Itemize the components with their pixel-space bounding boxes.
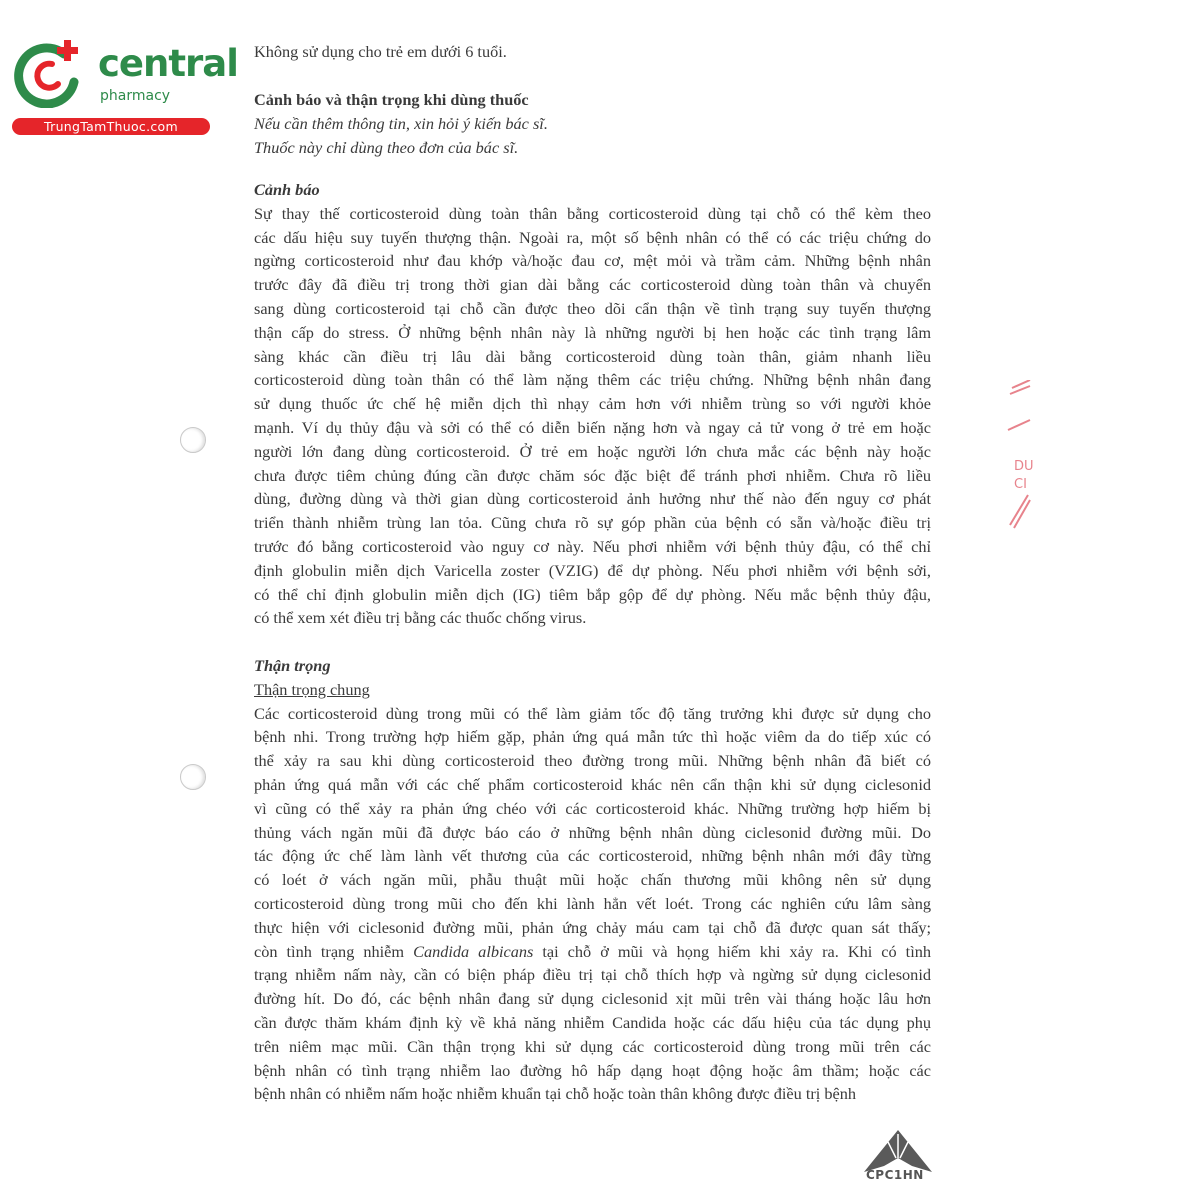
text-line: thực hiện với ciclesonid đường mũi, phản ứng chảy máu cam tại chỗ đã được quan sát thấy; (254, 917, 931, 937)
text-line: đường hít. Do đó, các bệnh nhân đang sử dụng ciclesonid xịt mũi trên vài tháng hoặc lâu hơn (254, 989, 931, 1009)
text-line: sang dùng corticosteroid tại chỗ cần được theo dõi cẩn thận về tình trạng suy tuyến thượng (254, 298, 931, 318)
text-line: vì cũng có thể xảy ra phản ứng chéo với các corticosteroid khác. Những trường hợp hiếm bị (254, 798, 931, 818)
text-segment: còn tình trạng nhiễm (254, 941, 414, 961)
punch-hole (180, 764, 206, 790)
punch-hole (180, 427, 206, 453)
text-line: bệnh nhi. Trong trường hợp hiếm gặp, phản ứng quá mẫn tức thì hoặc viêm da do tiếp xúc có (254, 727, 931, 747)
logo-site-badge: TrungTamThuoc.com (12, 118, 210, 135)
precaution-subtitle: Thận trọng chung (254, 679, 370, 699)
text-line: triển thành nhiễm trùng lan tỏa. Cũng chưa rõ sự góp phần của bệnh có sẵn và/hoặc điều trị (254, 513, 931, 533)
text-line: cần được thăm khám định kỳ về khả năng nhiễm Candida hoặc các dấu hiệu của tác dụng phụ (254, 1012, 931, 1032)
text-line: sàng khác cần điều trị lâu dài bằng corticosteroid dùng toàn thân, giảm nhanh liều (254, 346, 931, 366)
logo-subtitle: pharmacy (100, 88, 171, 104)
section-title: Cảnh báo và thận trọng khi dùng thuốc (254, 90, 529, 109)
text-line: có loét ở vách ngăn mũi, phẫu thuật mũi hoặc chấn thương mũi không nên sử dụng (254, 870, 931, 890)
text-line: các dấu hiệu suy tuyến thượng thận. Ngoài ra, một số bệnh nhân có thể có các triệu chứng do (254, 227, 931, 247)
text-line: ngừng corticosteroid như đau khớp và/hoặc đau cơ, mệt mỏi và trầm cảm. Những bệnh nhân (254, 251, 931, 271)
warning-title: Cảnh báo (254, 180, 320, 199)
text-segment: tại chỗ ở mũi và họng hiếm khi xảy ra. Khi có tình (533, 941, 931, 961)
text-line: Sự thay thế corticosteroid dùng toàn thân bằng corticosteroid dùng tại chỗ có thể kèm theo (254, 203, 931, 223)
species-name: Candida albicans (413, 941, 534, 961)
text-line: phản ứng quá mẫn với các chế phẩm corticosteroid khác nên cẩn thận khi sử dụng ciclesonid (254, 774, 931, 794)
text-line: trước đó bằng corticosteroid vào nguy cơ này. Nếu phơi nhiễm với bệnh thủy đậu, có thể chỉ (254, 536, 931, 556)
precaution-section (254, 654, 931, 1106)
text-line: thể xảy ra sau khi dùng corticosteroid theo đường trong mũi. Những bệnh nhân đã biết có (254, 751, 931, 771)
text-line: bệnh nhân có nhiễm nấm hoặc nhiễm khuẩn tại chỗ hoặc toàn thân không được điều trị bệnh (254, 1084, 857, 1104)
text-line: mạnh. Ví dụ thủy đậu và sởi có thể có diễn biến nặng hơn và ngay cả tử vong ở trẻ em hoặc (254, 417, 931, 437)
text-line: corticosteroid dùng trong mũi cho đến khi lành hẳn vết loét. Trong các nghiên cứu lâm sàng (254, 893, 931, 913)
text-line: định globulin miễn dịch Varicella zoster (VZIG) để dự phòng. Nếu phơi nhiễm với bệnh sởi, (254, 560, 931, 580)
warning-section (254, 178, 931, 630)
central-pharmacy-logo (10, 36, 238, 136)
text-line: dùng, đường dùng và thời gian dùng corticosteroid ảnh hưởng như thế nào đến nguy cơ phát (254, 489, 931, 509)
precaution-body (254, 702, 931, 1107)
text-line: có thể chỉ định globulin miễn dịch (IG) tiêm bắp gộp để dự phòng. Nếu mắc bệnh thủy đậu, (254, 584, 931, 604)
text-line: thận cấp do stress. Ở những bệnh nhân này là những người bị hen hoặc các tình trạng lâm (254, 322, 931, 342)
text-line: trạng nhiễm nấm này, cần có biện pháp điều trị tại chỗ thích hợp và ngừng sử dụng ciclesonid (254, 965, 931, 985)
text-line (254, 940, 931, 964)
section-note: Thuốc này chỉ dùng theo đơn của bác sĩ. (254, 137, 519, 157)
text-line: trước đây đã điều trị trong thời gian dài bằng các corticosteroid dùng toàn thân và chuyển (254, 275, 931, 295)
svg-text:DU: DU (1014, 459, 1034, 474)
text-line: người lớn đang dùng corticosteroid. Ở trẻ em hoặc người lớn chưa mắc các bệnh này hoặc (254, 441, 931, 461)
precaution-title: Thận trọng (254, 656, 331, 675)
warning-body (254, 202, 931, 630)
cpc1hn-logo-text: CPC1HN (866, 1168, 924, 1182)
logo-brand: central (98, 42, 238, 85)
text-line: Các corticosteroid dùng trong mũi có thể làm giảm tốc độ tăng trưởng khi được sử dụng cho (254, 703, 931, 723)
pharmacy-cross-icon (12, 38, 82, 108)
intro-text (254, 40, 931, 64)
text-line: thủng vách ngăn mũi đã được báo cáo ở những bệnh nhân dùng ciclesonid đường mũi. Do (254, 822, 931, 842)
text-line: chưa được tiêm chủng đúng cần được chăm sóc đặc biệt để tránh phơi nhiễm. Chưa rõ liều (254, 465, 931, 485)
text-line: corticosteroid dùng toàn thân có thể làm nặng thêm các triệu chứng. Những bệnh nhân đang (254, 370, 931, 390)
text-line: tác động ức chế làm lành vết thương của các corticosteroid, những bệnh nhân mới đây từng (254, 846, 931, 866)
red-stamp-fragment (1004, 380, 1034, 530)
text-line: bệnh nhân có tình trạng nhiễm lao đường hô hấp dạng hoạt động hoặc âm thầm; hoặc các (254, 1060, 931, 1080)
text-line: trên niêm mạc mũi. Cần thận trọng khi sử dụng các corticosteroid dùng trong mũi trên các (254, 1036, 931, 1056)
text-line: sử dụng thuốc ức chế hệ miễn dịch thì nhạy cảm hơn với nhiễm trùng so với người khỏe (254, 394, 931, 414)
section-header (254, 88, 931, 159)
section-note: Nếu cần thêm thông tin, xin hỏi ý kiến bác sĩ. (254, 113, 548, 133)
text-line: có thể xem xét điều trị bằng các thuốc chống virus. (254, 608, 587, 628)
intro-line: Không sử dụng cho trẻ em dưới 6 tuổi. (254, 42, 507, 61)
svg-text:CI: CI (1014, 477, 1027, 492)
